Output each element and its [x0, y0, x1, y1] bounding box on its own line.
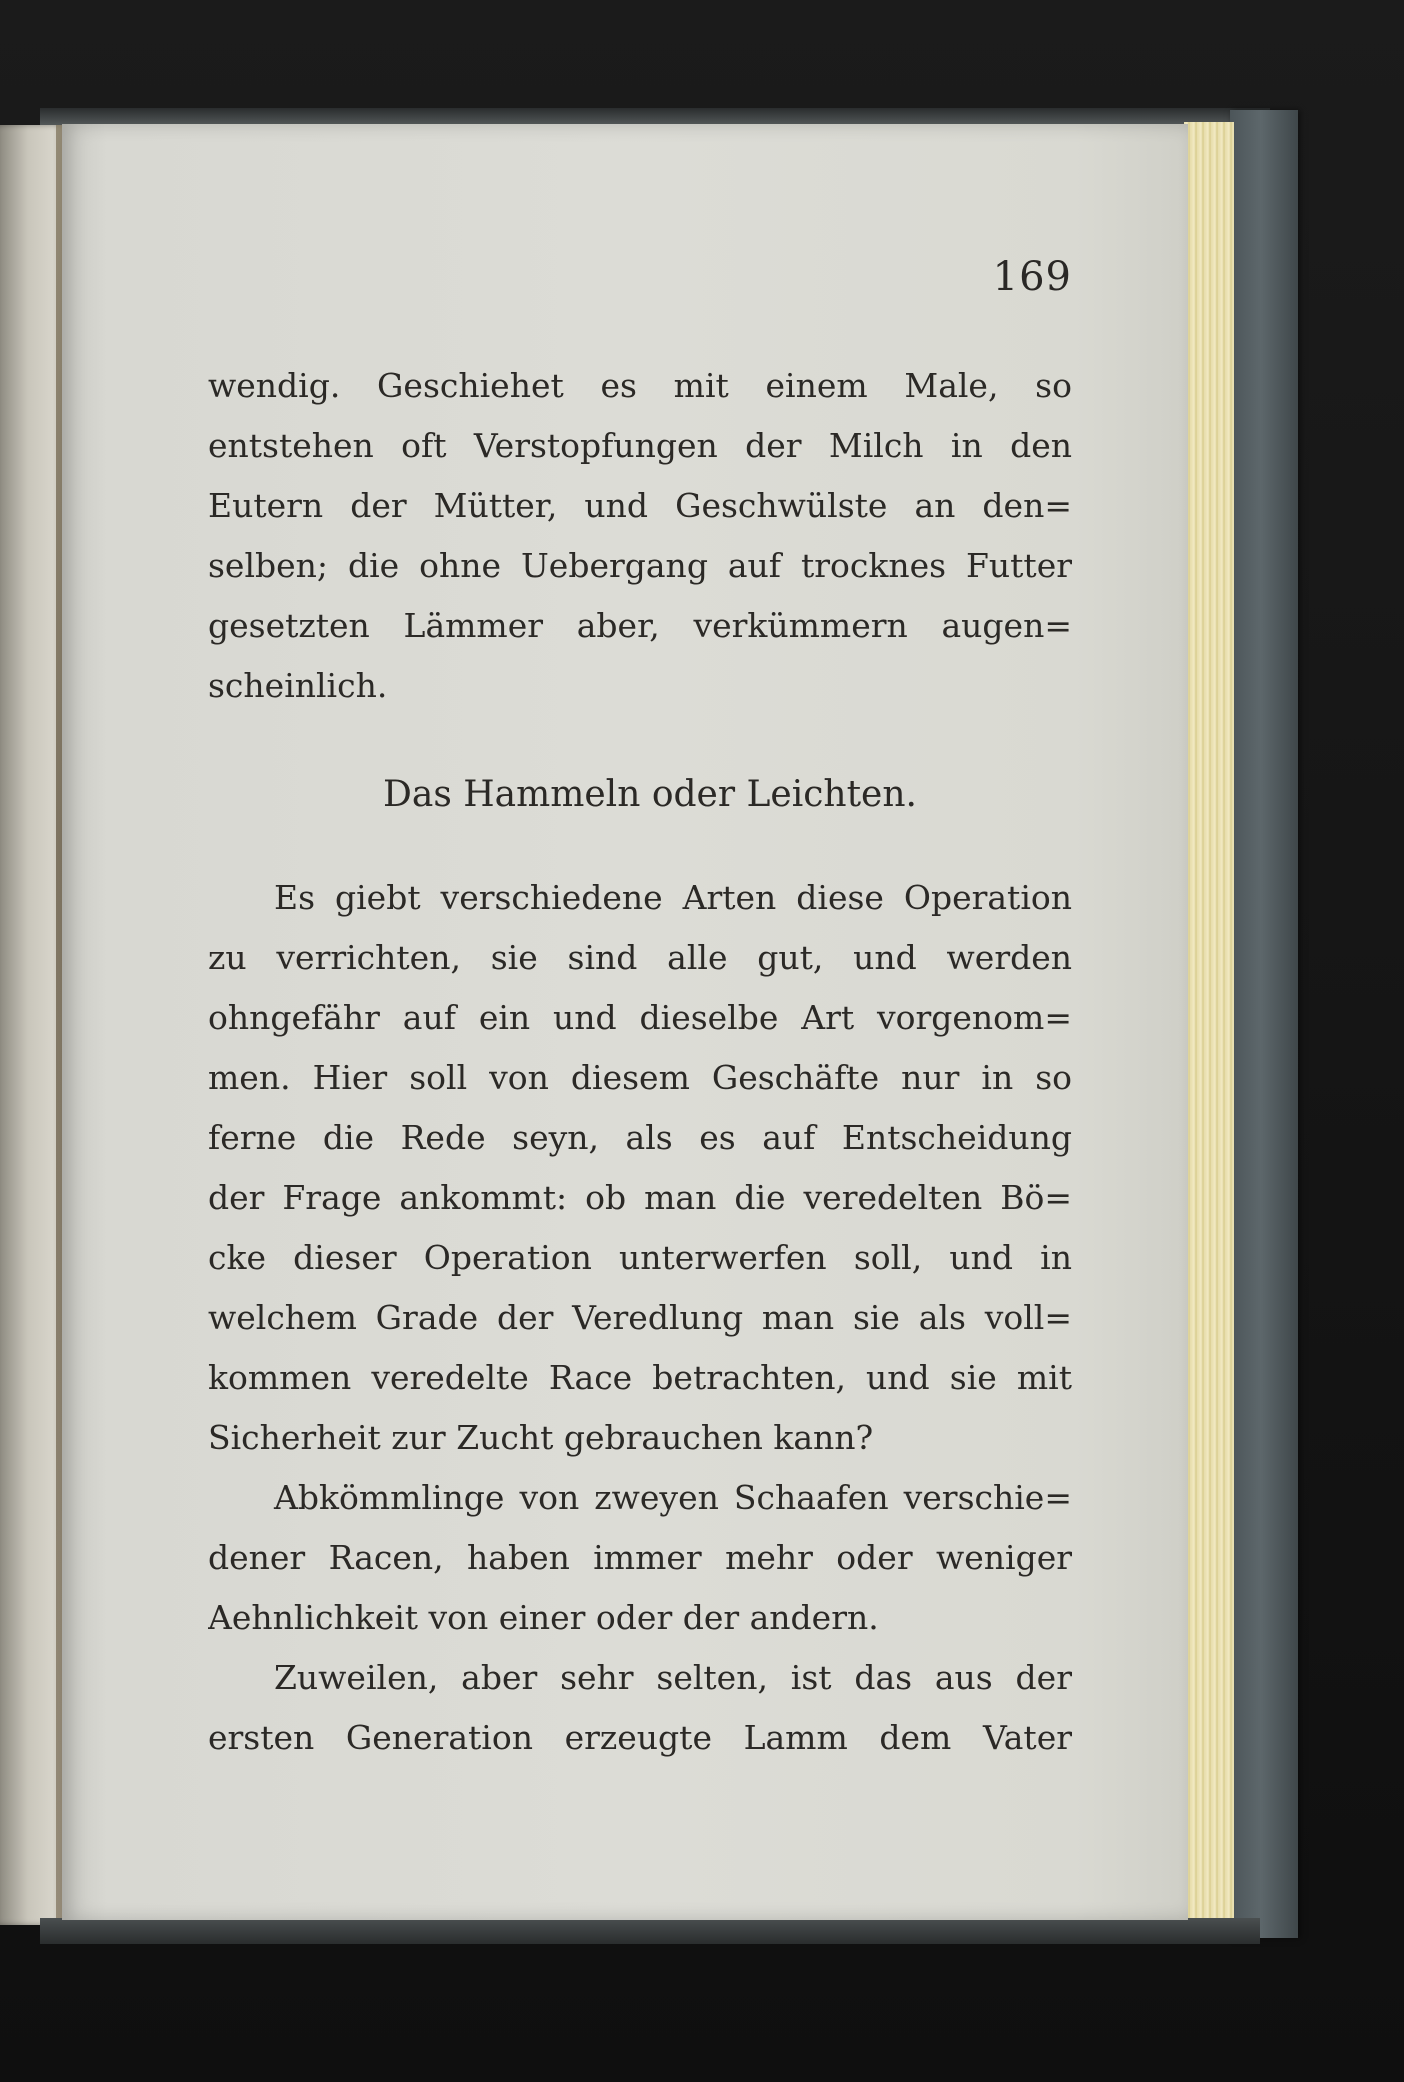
- section-heading: Das Hammeln oder Leichten.: [383, 774, 917, 815]
- text-line: ersten Generation erzeugte Lamm dem Vater: [208, 1718, 1072, 1757]
- back-cover: [1230, 110, 1298, 1938]
- previous-page-edge: [0, 125, 70, 1925]
- text-line: welchem Grade der Veredlung man sie als voll=: [208, 1298, 1072, 1337]
- text-line: Abkömmlinge von zweyen Schaafen verschie=: [274, 1478, 1072, 1517]
- text-line: Es giebt verschiedene Arten diese Operation: [274, 878, 1072, 917]
- text-line: Aehnlichkeit von einer oder der andern.: [208, 1598, 879, 1637]
- text-line: kommen veredelte Race betrachten, und sie mit: [208, 1358, 1072, 1397]
- text-line: wendig. Geschiehet es mit einem Male, so: [208, 366, 1072, 405]
- text-line: Eutern der Mütter, und Geschwülste an den=: [208, 486, 1072, 525]
- text-line: entstehen oft Verstopfungen der Milch in den: [208, 426, 1072, 465]
- text-line: selben; die ohne Uebergang auf trocknes Futter: [208, 546, 1072, 585]
- text-line: zu verrichten, sie sind alle gut, und werden: [208, 938, 1072, 977]
- text-line: scheinlich.: [208, 666, 388, 705]
- text-line: gesetzten Lämmer aber, verkümmern augen=: [208, 606, 1072, 645]
- text-line: Sicherheit zur Zucht gebrauchen kann?: [208, 1418, 874, 1457]
- text-line: ferne die Rede seyn, als es auf Entscheidung: [208, 1118, 1072, 1157]
- text-line: Zuweilen, aber sehr selten, ist das aus der: [274, 1658, 1072, 1697]
- book-page: [62, 124, 1188, 1920]
- text-line: dener Racen, haben immer mehr oder weniger: [208, 1538, 1072, 1577]
- book-bottom-edge: [40, 1918, 1260, 1944]
- text-line: ohngefähr auf ein und dieselbe Art vorgenom=: [208, 998, 1072, 1037]
- text-line: cke dieser Operation unterwerfen soll, und in: [208, 1238, 1072, 1277]
- paragraph-3: [208, 1468, 1072, 1648]
- paragraph-4: [208, 1648, 1072, 1768]
- page-text: [208, 356, 1072, 1768]
- text-line: der Frage ankommt: ob man die veredelten Bö=: [208, 1178, 1072, 1217]
- page-fore-edge: [1184, 122, 1234, 1918]
- paragraph-1: [208, 356, 1072, 716]
- page-number: 169: [992, 254, 1072, 300]
- paragraph-2: [208, 868, 1072, 1468]
- text-line: men. Hier soll von diesem Geschäfte nur in so: [208, 1058, 1072, 1097]
